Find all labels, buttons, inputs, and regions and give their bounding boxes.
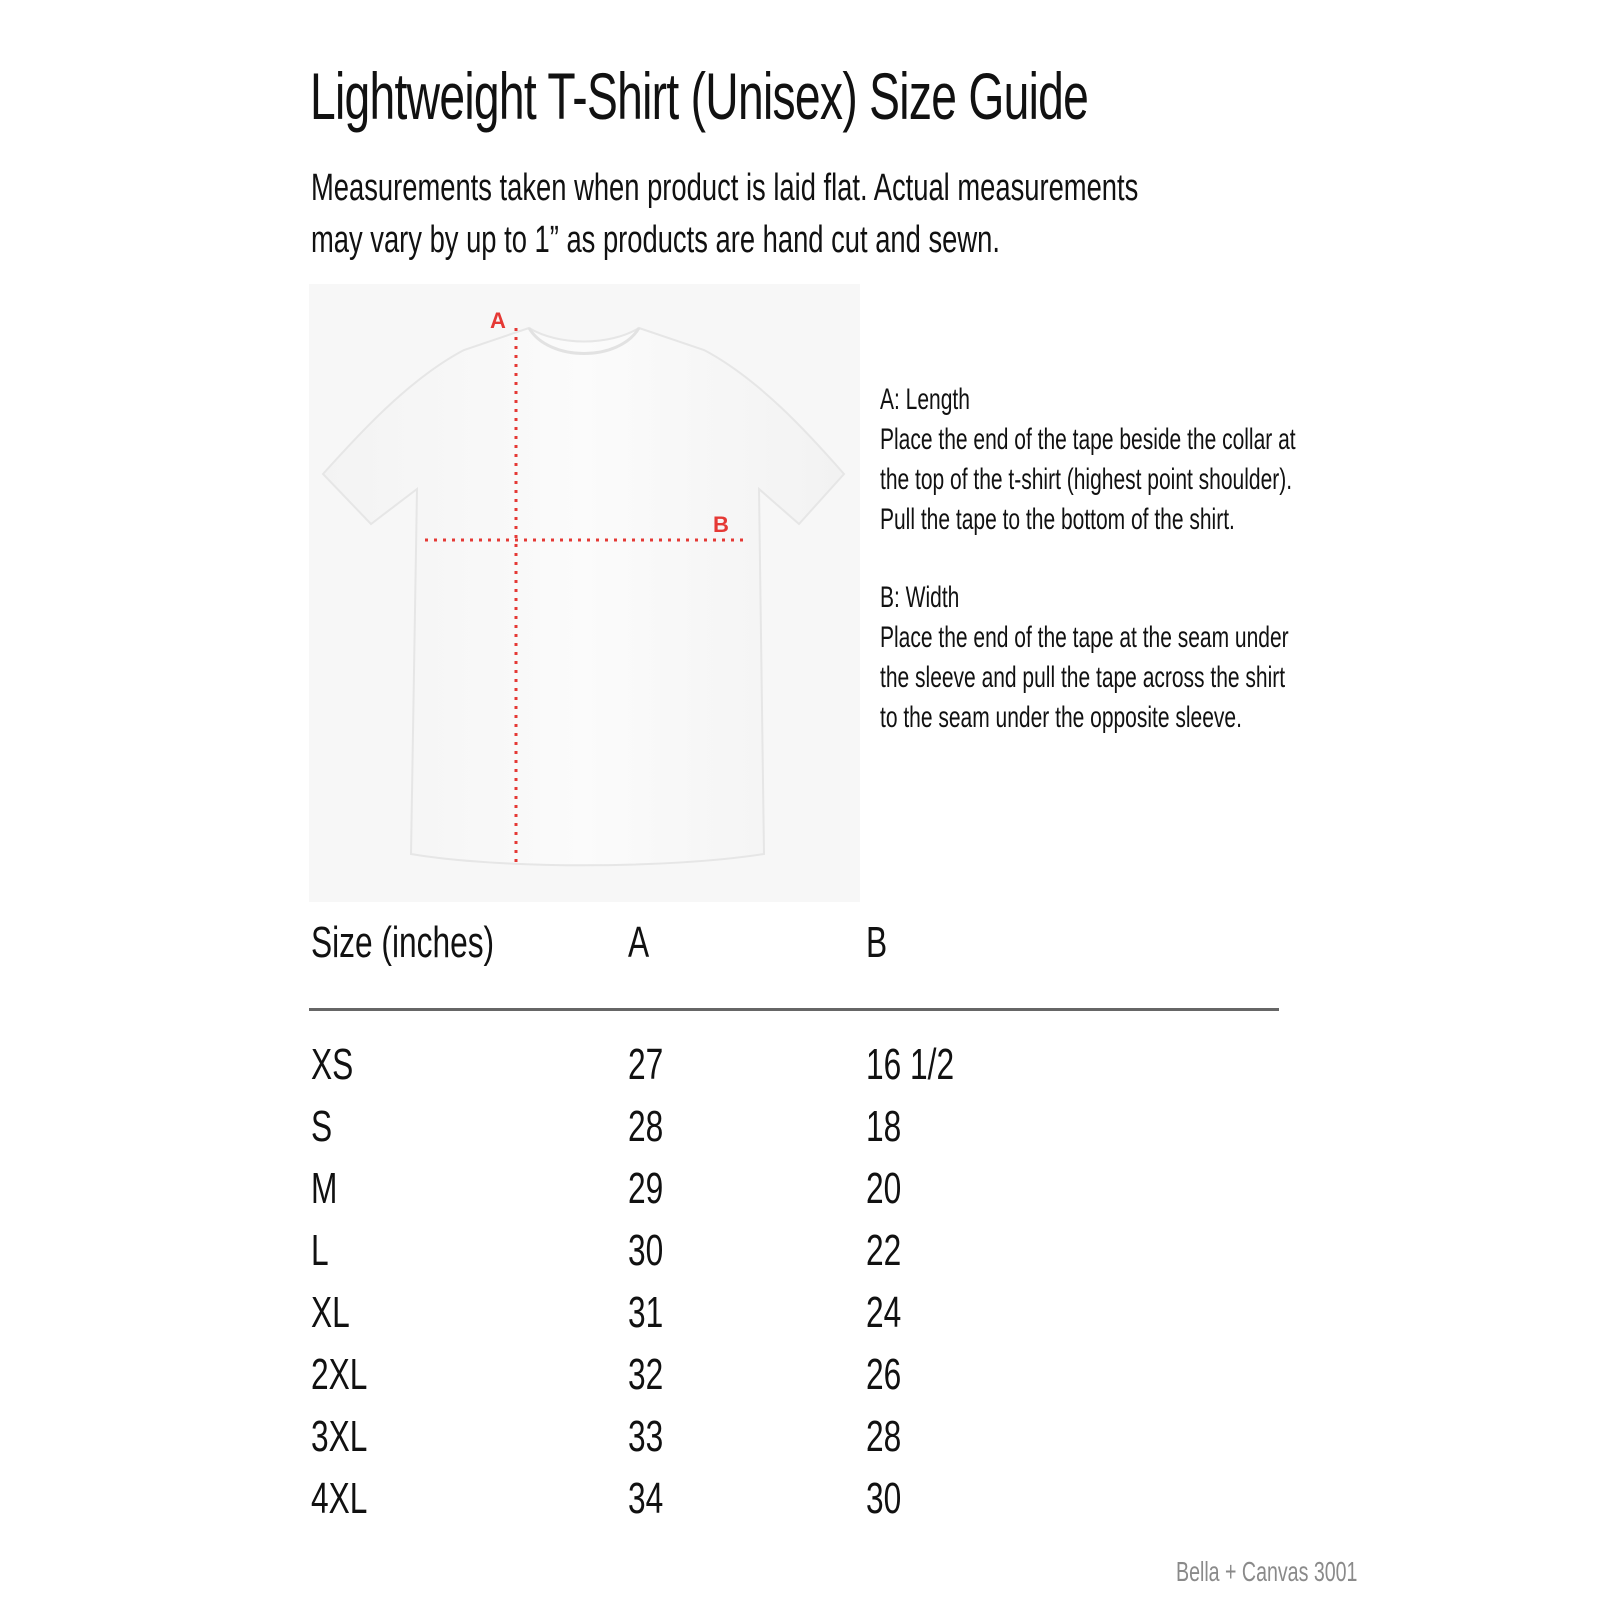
description-width — [880, 578, 1300, 738]
cell-b: 18 — [866, 1102, 902, 1151]
cell-a: 27 — [628, 1040, 664, 1089]
cell-size: XS — [311, 1040, 354, 1089]
column-header-size: Size (inches) — [311, 918, 495, 967]
cell-size: 2XL — [311, 1350, 368, 1399]
cell-a: 31 — [628, 1288, 664, 1337]
description-line: to the seam under the opposite sleeve. — [880, 701, 1242, 734]
description-length — [880, 380, 1300, 540]
cell-b: 30 — [866, 1474, 902, 1523]
cell-size: XL — [311, 1288, 350, 1337]
column-header-a: A — [628, 918, 650, 967]
description-line: the top of the t-shirt (highest point shoulder). — [880, 463, 1293, 496]
subtitle-line-2: may vary by up to 1” as products are hand cut and sewn. — [311, 219, 1000, 261]
cell-a: 32 — [628, 1350, 664, 1399]
cell-b: 16 1/2 — [866, 1040, 955, 1089]
description-line: Pull the tape to the bottom of the shirt. — [880, 503, 1235, 536]
subtitle-line-1: Measurements taken when product is laid flat. Actual measurements — [311, 167, 1139, 209]
cell-size: L — [311, 1226, 329, 1275]
cell-b: 20 — [866, 1164, 902, 1213]
subtitle — [311, 162, 1138, 266]
cell-a: 30 — [628, 1226, 664, 1275]
tshirt-body — [323, 328, 844, 865]
column-header-b: B — [866, 918, 888, 967]
description-heading: B: Width — [880, 581, 960, 614]
header-divider — [309, 1008, 1279, 1011]
description-line: Place the end of the tape beside the collar at — [880, 423, 1296, 456]
cell-size: 3XL — [311, 1412, 368, 1461]
cell-size: 4XL — [311, 1474, 368, 1523]
cell-size: M — [311, 1164, 338, 1213]
cell-size: S — [311, 1102, 333, 1151]
marker-label-a: A — [490, 308, 506, 333]
tshirt-icon — [309, 284, 860, 902]
description-heading: A: Length — [880, 383, 970, 416]
cell-a: 33 — [628, 1412, 664, 1461]
footer-product-name: Bella + Canvas 3001 — [1176, 1556, 1358, 1587]
cell-b: 28 — [866, 1412, 902, 1461]
cell-a: 29 — [628, 1164, 664, 1213]
cell-b: 24 — [866, 1288, 902, 1337]
cell-a: 34 — [628, 1474, 664, 1523]
marker-label-b: B — [713, 512, 729, 537]
cell-b: 26 — [866, 1350, 902, 1399]
tshirt-diagram — [309, 284, 860, 902]
cell-b: 22 — [866, 1226, 902, 1275]
page-title: Lightweight T-Shirt (Unisex) Size Guide — [310, 59, 1089, 133]
description-line: the sleeve and pull the tape across the shirt — [880, 661, 1286, 694]
description-line: Place the end of the tape at the seam under — [880, 621, 1289, 654]
cell-a: 28 — [628, 1102, 664, 1151]
